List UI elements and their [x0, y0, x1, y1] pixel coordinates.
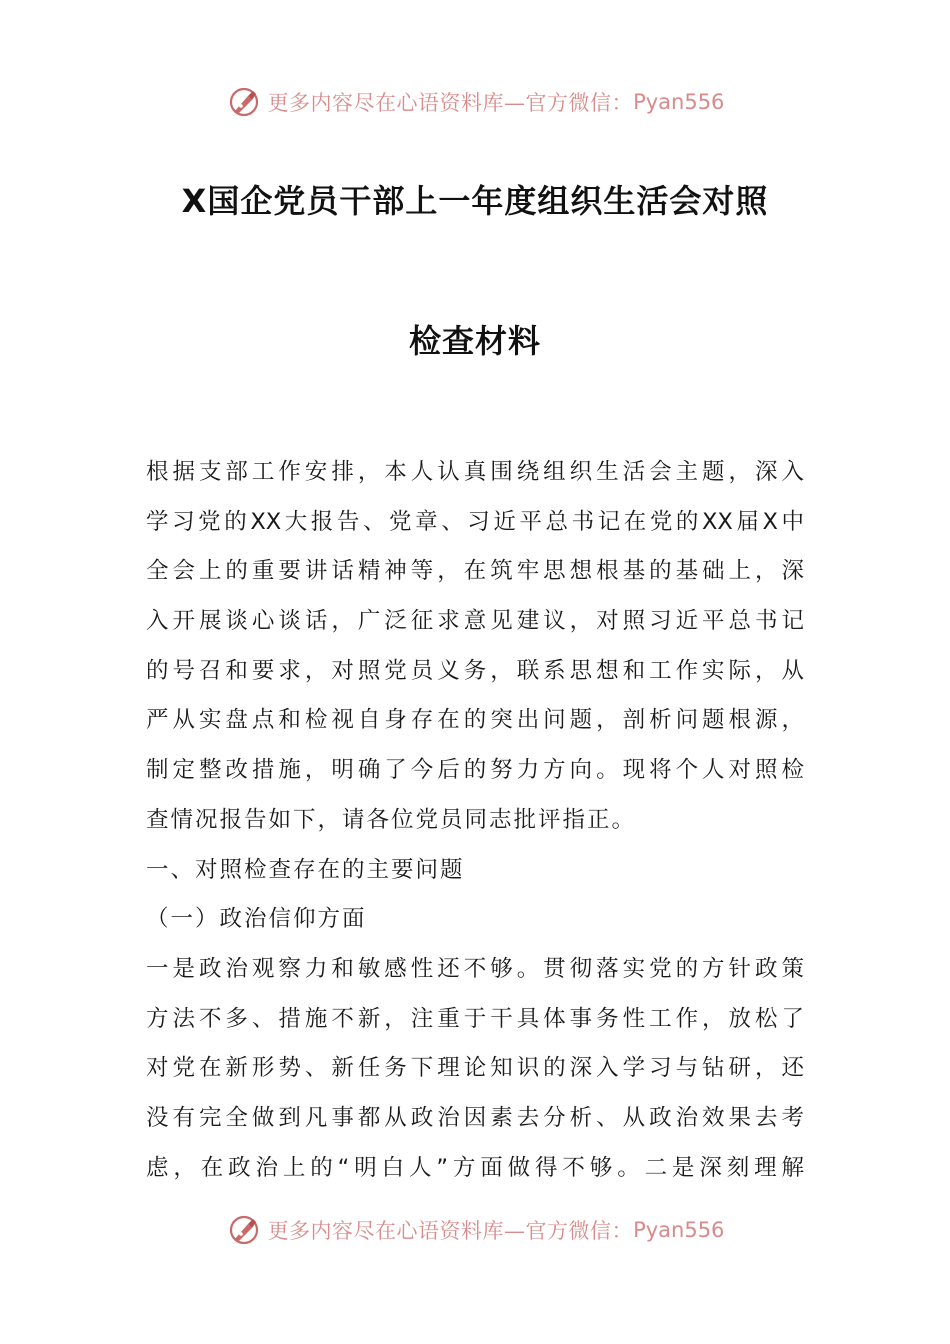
document-title-line-2: 检查材料	[408, 322, 541, 360]
body-line: 制定整改措施，明确了今后的努力方向。现将个人对照检	[146, 757, 804, 784]
body-line: 查情况报告如下，请各位党员同志批评指正。	[146, 806, 637, 833]
document-body	[146, 448, 804, 1193]
watermark-wechat-id: Pyan556	[633, 90, 725, 114]
watermark-banner-bottom	[0, 1210, 950, 1250]
pen-nib-circle-icon	[226, 1212, 262, 1248]
pen-nib-circle-icon	[226, 84, 262, 120]
body-line: 根据支部工作安排，本人认真围绕组织生活会主题，深入	[146, 459, 804, 485]
body-line: 严从实盘点和检视自身存在的突出问题，剖析问题根源，	[146, 707, 804, 734]
body-line: 的号召和要求，对照党员义务，联系思想和工作实际，从	[146, 657, 804, 684]
section-heading: 一、对照检查存在的主要问题	[146, 856, 465, 883]
watermark-banner-top	[0, 82, 950, 122]
body-line: 没有完全做到凡事都从政治因素去分析、从政治效果去考	[146, 1104, 804, 1131]
body-line: 一是政治观察力和敏感性还不够。贯彻落实党的方针政策	[146, 955, 804, 982]
body-line: 对党在新形势、新任务下理论知识的深入学习与钻研，还	[146, 1055, 804, 1082]
body-line: 学习党的XX大报告、党章、习近平总书记在党的XX届X中	[146, 508, 804, 535]
watermark-wechat-id: Pyan556	[633, 1218, 725, 1242]
body-line: 入开展谈心谈话，广泛征求意见建议，对照习近平总书记	[146, 608, 804, 635]
watermark-text: 更多内容尽在心语资料库—官方微信：	[267, 91, 634, 115]
body-line: 方法不多、措施不新，注重于干具体事务性工作，放松了	[146, 1005, 804, 1032]
body-line: 全会上的重要讲话精神等，在筑牢思想根基的基础上，深	[146, 558, 804, 585]
body-line: 虑，在政治上的“明白人”方面做得不够。二是深刻理解	[146, 1154, 804, 1181]
document-title-line-1: X国企党员干部上一年度组织生活会对照	[181, 182, 769, 220]
watermark-text: 更多内容尽在心语资料库—官方微信：	[267, 1219, 634, 1243]
subsection-heading: （一）政治信仰方面	[146, 906, 367, 933]
